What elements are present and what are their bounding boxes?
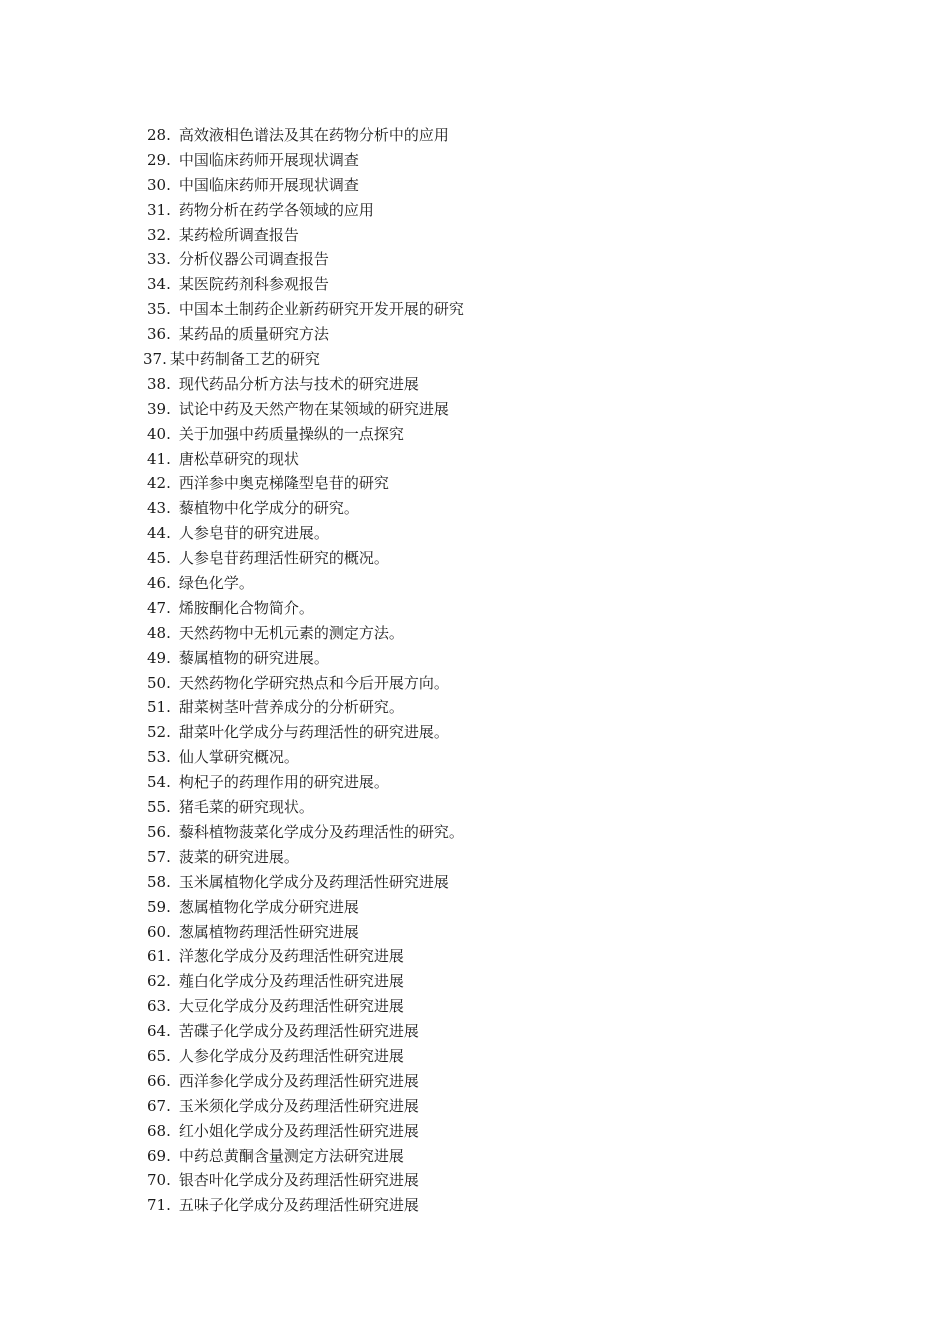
- item-title: 某医院药剂科参观报告: [178, 275, 329, 294]
- item-title: 红小姐化学成分及药理活性研究进展: [178, 1121, 419, 1140]
- item-title: 藜植物中化学成分的研究。: [178, 499, 359, 518]
- item-title: 玉米须化学成分及药理活性研究进展: [178, 1096, 419, 1115]
- list-item: [147, 695, 464, 720]
- item-number: 64.: [147, 1022, 171, 1041]
- item-title: 人参皂苷药理活性研究的概况。: [178, 549, 389, 568]
- list-item: [147, 1019, 464, 1044]
- item-title: 某药品的质量研究方法: [178, 325, 329, 344]
- list-item: [147, 297, 464, 322]
- list-item: [147, 123, 464, 148]
- item-title: 薤白化学成分及药理活性研究进展: [178, 972, 404, 991]
- list-item: [147, 1069, 464, 1094]
- item-title: 某中药制备工艺的研究: [169, 350, 320, 369]
- list-item: [147, 397, 464, 422]
- item-number: 61.: [147, 947, 171, 966]
- item-number: 49.: [147, 648, 171, 667]
- item-number: 69.: [147, 1146, 171, 1165]
- list-item: [147, 223, 464, 248]
- list-item: [147, 795, 464, 820]
- list-item: [147, 272, 464, 297]
- item-number: 33.: [147, 250, 171, 269]
- list-item: [147, 1094, 464, 1119]
- item-number: 43.: [147, 499, 171, 518]
- item-title: 唐松草研究的现状: [178, 449, 299, 468]
- list-item: [147, 895, 464, 920]
- item-title: 天然药物化学研究热点和今后开展方向。: [178, 673, 449, 692]
- list-item: [147, 621, 464, 646]
- topic-list: [143, 123, 464, 1218]
- list-item: [147, 994, 464, 1019]
- item-title: 西洋参中奥克梯隆型皂苷的研究: [178, 474, 389, 493]
- item-number: 63.: [147, 997, 171, 1016]
- item-number: 47.: [147, 598, 171, 617]
- item-title: 银杏叶化学成分及药理活性研究进展: [178, 1171, 419, 1190]
- item-number: 40.: [147, 424, 171, 443]
- item-title: 现代药品分析方法与技术的研究进展: [178, 374, 419, 393]
- item-number: 35.: [147, 300, 171, 319]
- item-number: 71.: [147, 1196, 171, 1215]
- item-number: 67.: [147, 1096, 171, 1115]
- item-number: 41.: [147, 449, 171, 468]
- list-item: [147, 571, 464, 596]
- list-item: [147, 770, 464, 795]
- list-item: [147, 148, 464, 173]
- list-item: [147, 422, 464, 447]
- list-item: [147, 1044, 464, 1069]
- item-title: 人参皂苷的研究进展。: [178, 524, 329, 543]
- list-item: [147, 471, 464, 496]
- list-item: [147, 198, 464, 223]
- item-number: 68.: [147, 1121, 171, 1140]
- item-title: 甜菜树茎叶营养成分的分析研究。: [178, 698, 404, 717]
- item-number: 39.: [147, 399, 171, 418]
- item-title: 药物分析在药学各领域的应用: [178, 200, 374, 219]
- item-number: 57.: [147, 847, 171, 866]
- item-title: 中国临床药师开展现状调查: [178, 150, 359, 169]
- list-item: [147, 247, 464, 272]
- item-number: 60.: [147, 922, 171, 941]
- item-title: 绿色化学。: [178, 574, 254, 593]
- list-item: [147, 447, 464, 472]
- item-title: 烯胺酮化合物简介。: [178, 598, 314, 617]
- list-item: [147, 944, 464, 969]
- list-item: [147, 372, 464, 397]
- list-item: [147, 322, 464, 347]
- item-number: 59.: [147, 897, 171, 916]
- item-title: 中药总黄酮含量测定方法研究进展: [178, 1146, 404, 1165]
- list-item: [147, 646, 464, 671]
- item-title: 关于加强中药质量操纵的一点探究: [178, 424, 404, 443]
- item-number: 46.: [147, 574, 171, 593]
- list-item: [147, 745, 464, 770]
- item-title: 枸杞子的药理作用的研究进展。: [178, 773, 389, 792]
- item-number: 70.: [147, 1171, 171, 1190]
- item-title: 仙人掌研究概况。: [178, 748, 299, 767]
- item-number: 34.: [147, 275, 171, 294]
- item-number: 53.: [147, 748, 171, 767]
- item-title: 中国本土制药企业新药研究开发开展的研究: [178, 300, 464, 319]
- item-number: 44.: [147, 524, 171, 543]
- item-number: 28.: [147, 126, 171, 144]
- list-item: [147, 1144, 464, 1169]
- item-title: 大豆化学成分及药理活性研究进展: [178, 997, 404, 1016]
- item-title: 菠菜的研究进展。: [178, 847, 299, 866]
- item-title: 高效液相色谱法及其在药物分析中的应用: [178, 126, 449, 144]
- item-title: 葱属植物化学成分研究进展: [178, 897, 359, 916]
- item-title: 人参化学成分及药理活性研究进展: [178, 1046, 404, 1065]
- item-number: 31.: [147, 200, 171, 219]
- item-title: 分析仪器公司调查报告: [178, 250, 329, 269]
- item-title: 藜属植物的研究进展。: [178, 648, 329, 667]
- item-title: 天然药物中无机元素的测定方法。: [178, 623, 404, 642]
- list-item: [147, 521, 464, 546]
- item-title: 某药检所调查报告: [178, 225, 299, 244]
- item-title: 五味子化学成分及药理活性研究进展: [178, 1196, 419, 1215]
- item-number: 45.: [147, 549, 171, 568]
- item-title: 葱属植物药理活性研究进展: [178, 922, 359, 941]
- item-number: 32.: [147, 225, 171, 244]
- item-title: 中国临床药师开展现状调查: [178, 175, 359, 194]
- list-item: [147, 870, 464, 895]
- item-number: 65.: [147, 1046, 171, 1065]
- list-item: [147, 820, 464, 845]
- item-title: 玉米属植物化学成分及药理活性研究进展: [178, 872, 449, 891]
- item-number: 52.: [147, 723, 171, 742]
- list-item: [147, 720, 464, 745]
- list-item: [147, 596, 464, 621]
- item-title: 藜科植物菠菜化学成分及药理活性的研究。: [178, 822, 464, 841]
- item-number: 29.: [147, 150, 171, 169]
- item-number: 51.: [147, 698, 171, 717]
- list-item: [147, 1193, 464, 1218]
- list-item: [147, 920, 464, 945]
- item-title: 西洋参化学成分及药理活性研究进展: [178, 1071, 419, 1090]
- list-item: [147, 845, 464, 870]
- list-item: [147, 1168, 464, 1193]
- list-item: [147, 546, 464, 571]
- item-number: 37.: [143, 350, 167, 369]
- item-number: 36.: [147, 325, 171, 344]
- item-title: 猪毛菜的研究现状。: [178, 798, 314, 817]
- item-number: 62.: [147, 972, 171, 991]
- item-title: 苦碟子化学成分及药理活性研究进展: [178, 1022, 419, 1041]
- item-number: 30.: [147, 175, 171, 194]
- item-number: 48.: [147, 623, 171, 642]
- item-number: 38.: [147, 374, 171, 393]
- item-title: 甜菜叶化学成分与药理活性的研究进展。: [178, 723, 449, 742]
- item-title: 试论中药及天然产物在某领域的研究进展: [178, 399, 449, 418]
- item-title: 洋葱化学成分及药理活性研究进展: [178, 947, 404, 966]
- item-number: 58.: [147, 872, 171, 891]
- item-number: 56.: [147, 822, 171, 841]
- item-number: 66.: [147, 1071, 171, 1090]
- list-item: [147, 173, 464, 198]
- item-number: 50.: [147, 673, 171, 692]
- list-item: [147, 671, 464, 696]
- list-item: [147, 1119, 464, 1144]
- item-number: 54.: [147, 773, 171, 792]
- item-number: 55.: [147, 798, 171, 817]
- list-item: [143, 347, 464, 372]
- list-item: [147, 496, 464, 521]
- item-number: 42.: [147, 474, 171, 493]
- list-item: [147, 969, 464, 994]
